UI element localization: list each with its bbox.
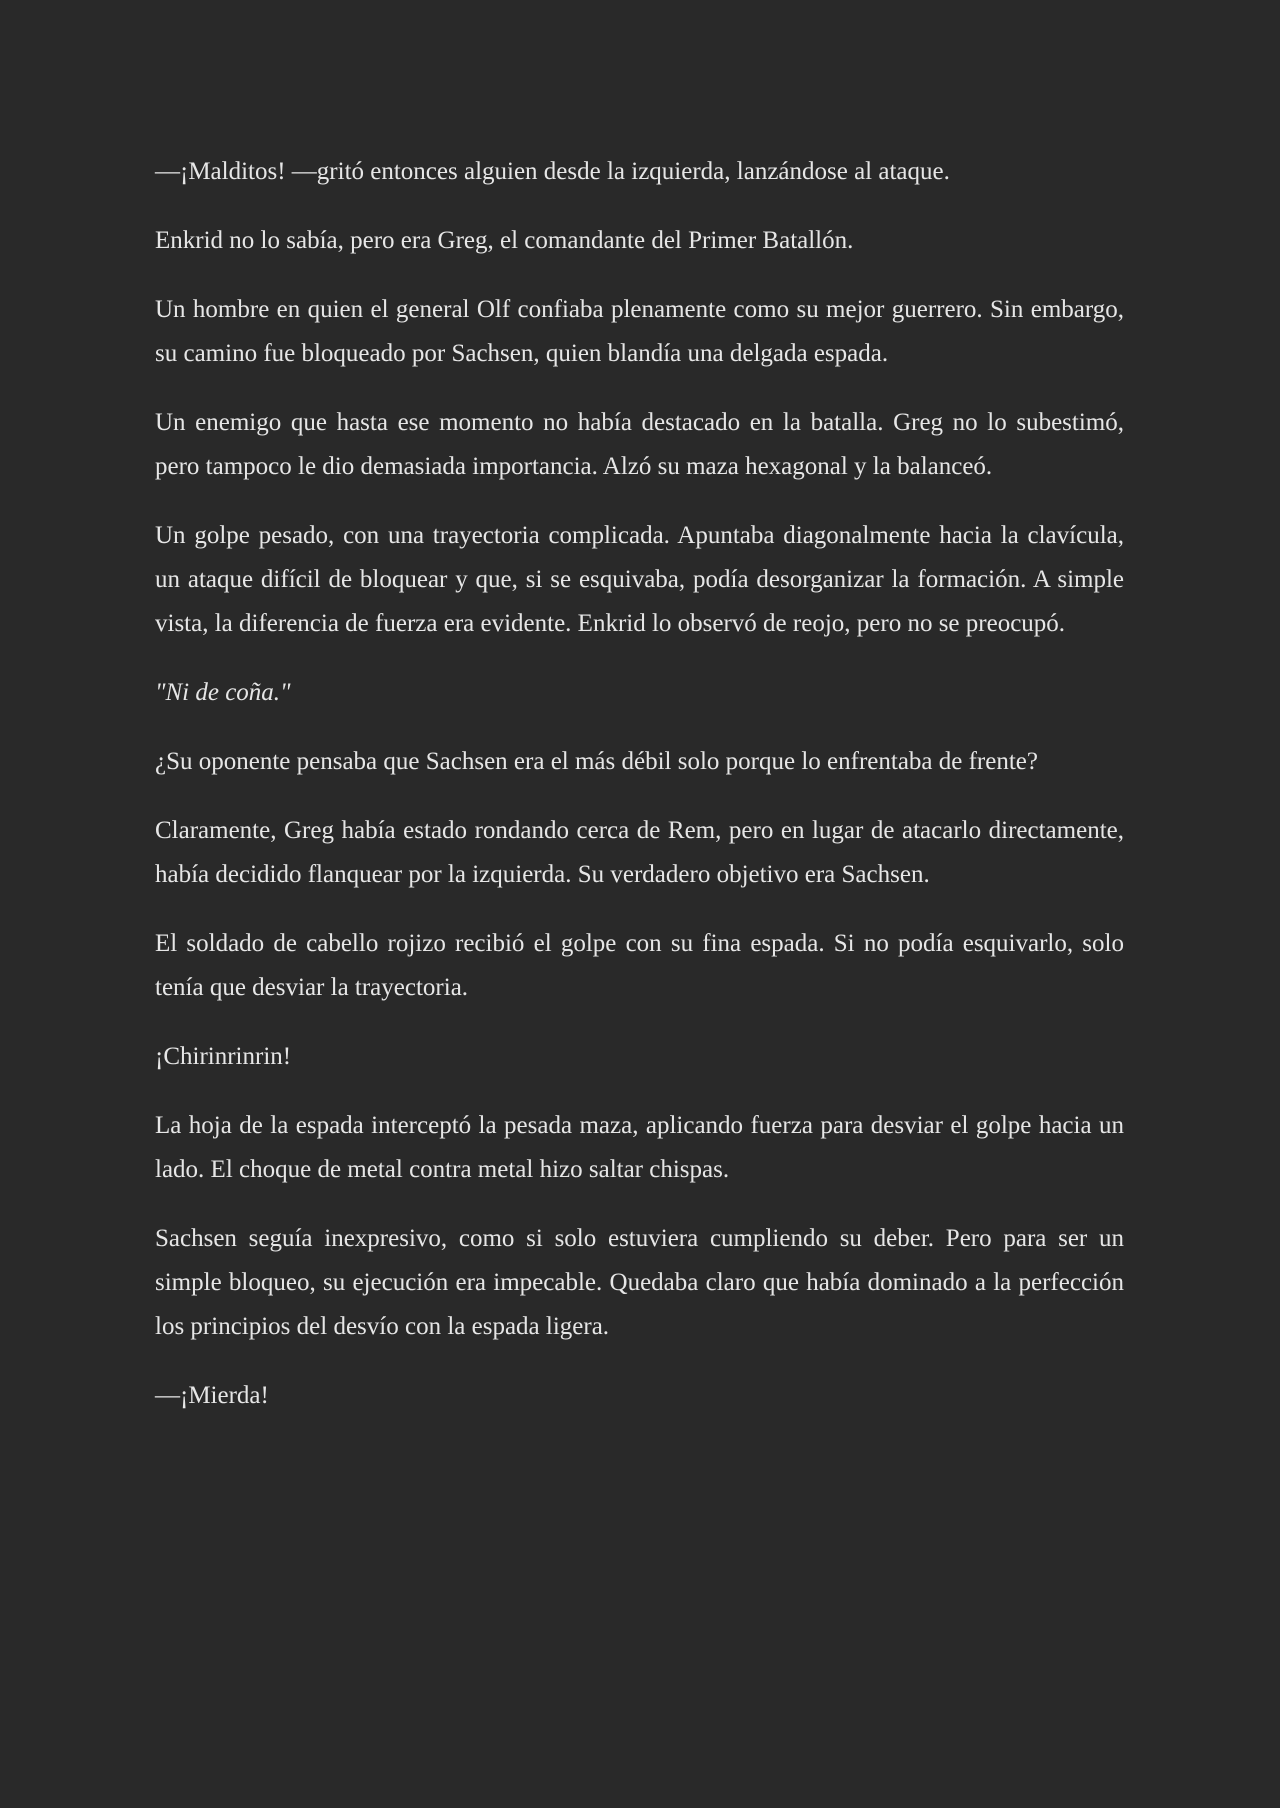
paragraph-9: El soldado de cabello rojizo recibió el golpe con su fina espada. Si no podía esquivarlo, solo tenía que desviar la trayectoria. — [155, 930, 1124, 1001]
paragraph-6-thought: "Ni de coña." — [155, 679, 291, 706]
paragraph-1: —¡Malditos! —gritó entonces alguien desde la izquierda, lanzándose al ataque. — [155, 158, 950, 185]
paragraph-13: —¡Mierda! — [155, 1382, 269, 1409]
paragraph-2: Enkrid no lo sabía, pero era Greg, el comandante del Primer Batallón. — [155, 227, 854, 254]
paragraph-10: ¡Chirinrinrin! — [155, 1043, 292, 1070]
paragraph-7: ¿Su oponente pensaba que Sachsen era el más débil solo porque lo enfrentaba de frente? — [155, 748, 1038, 775]
paragraph-8: Claramente, Greg había estado rondando cerca de Rem, pero en lugar de atacarlo directamente, había decidido flanquear por la izquierda. Su verdadero objetivo era Sachsen. — [155, 817, 1124, 888]
paragraph-4: Un enemigo que hasta ese momento no había destacado en la batalla. Greg no lo subestimó, pero tampoco le dio demasiada importancia. Alzó su maza hexagonal y la balanceó. — [155, 409, 1124, 480]
paragraph-11: La hoja de la espada interceptó la pesada maza, aplicando fuerza para desviar el golpe hacia un lado. El choque de metal contra metal hizo saltar chispas. — [155, 1112, 1124, 1183]
paragraph-12: Sachsen seguía inexpresivo, como si solo estuviera cumpliendo su deber. Pero para ser un simple bloqueo, su ejecución era impecable. Quedaba claro que había dominado a la perfección los principios del desvío con la espada ligera. — [155, 1225, 1124, 1340]
reading-page — [155, 150, 1124, 1443]
paragraph-3: Un hombre en quien el general Olf confiaba plenamente como su mejor guerrero. Sin embargo, su camino fue bloqueado por Sachsen, quien blandía una delgada espada. — [155, 296, 1124, 367]
paragraph-5: Un golpe pesado, con una trayectoria complicada. Apuntaba diagonalmente hacia la clavícula, un ataque difícil de bloquear y que, si se esquivaba, podía desorganizar la formación. A simple vista, la diferencia de fuerza era evidente. Enkrid lo observó de reojo, pero no se preocupó. — [155, 522, 1124, 637]
